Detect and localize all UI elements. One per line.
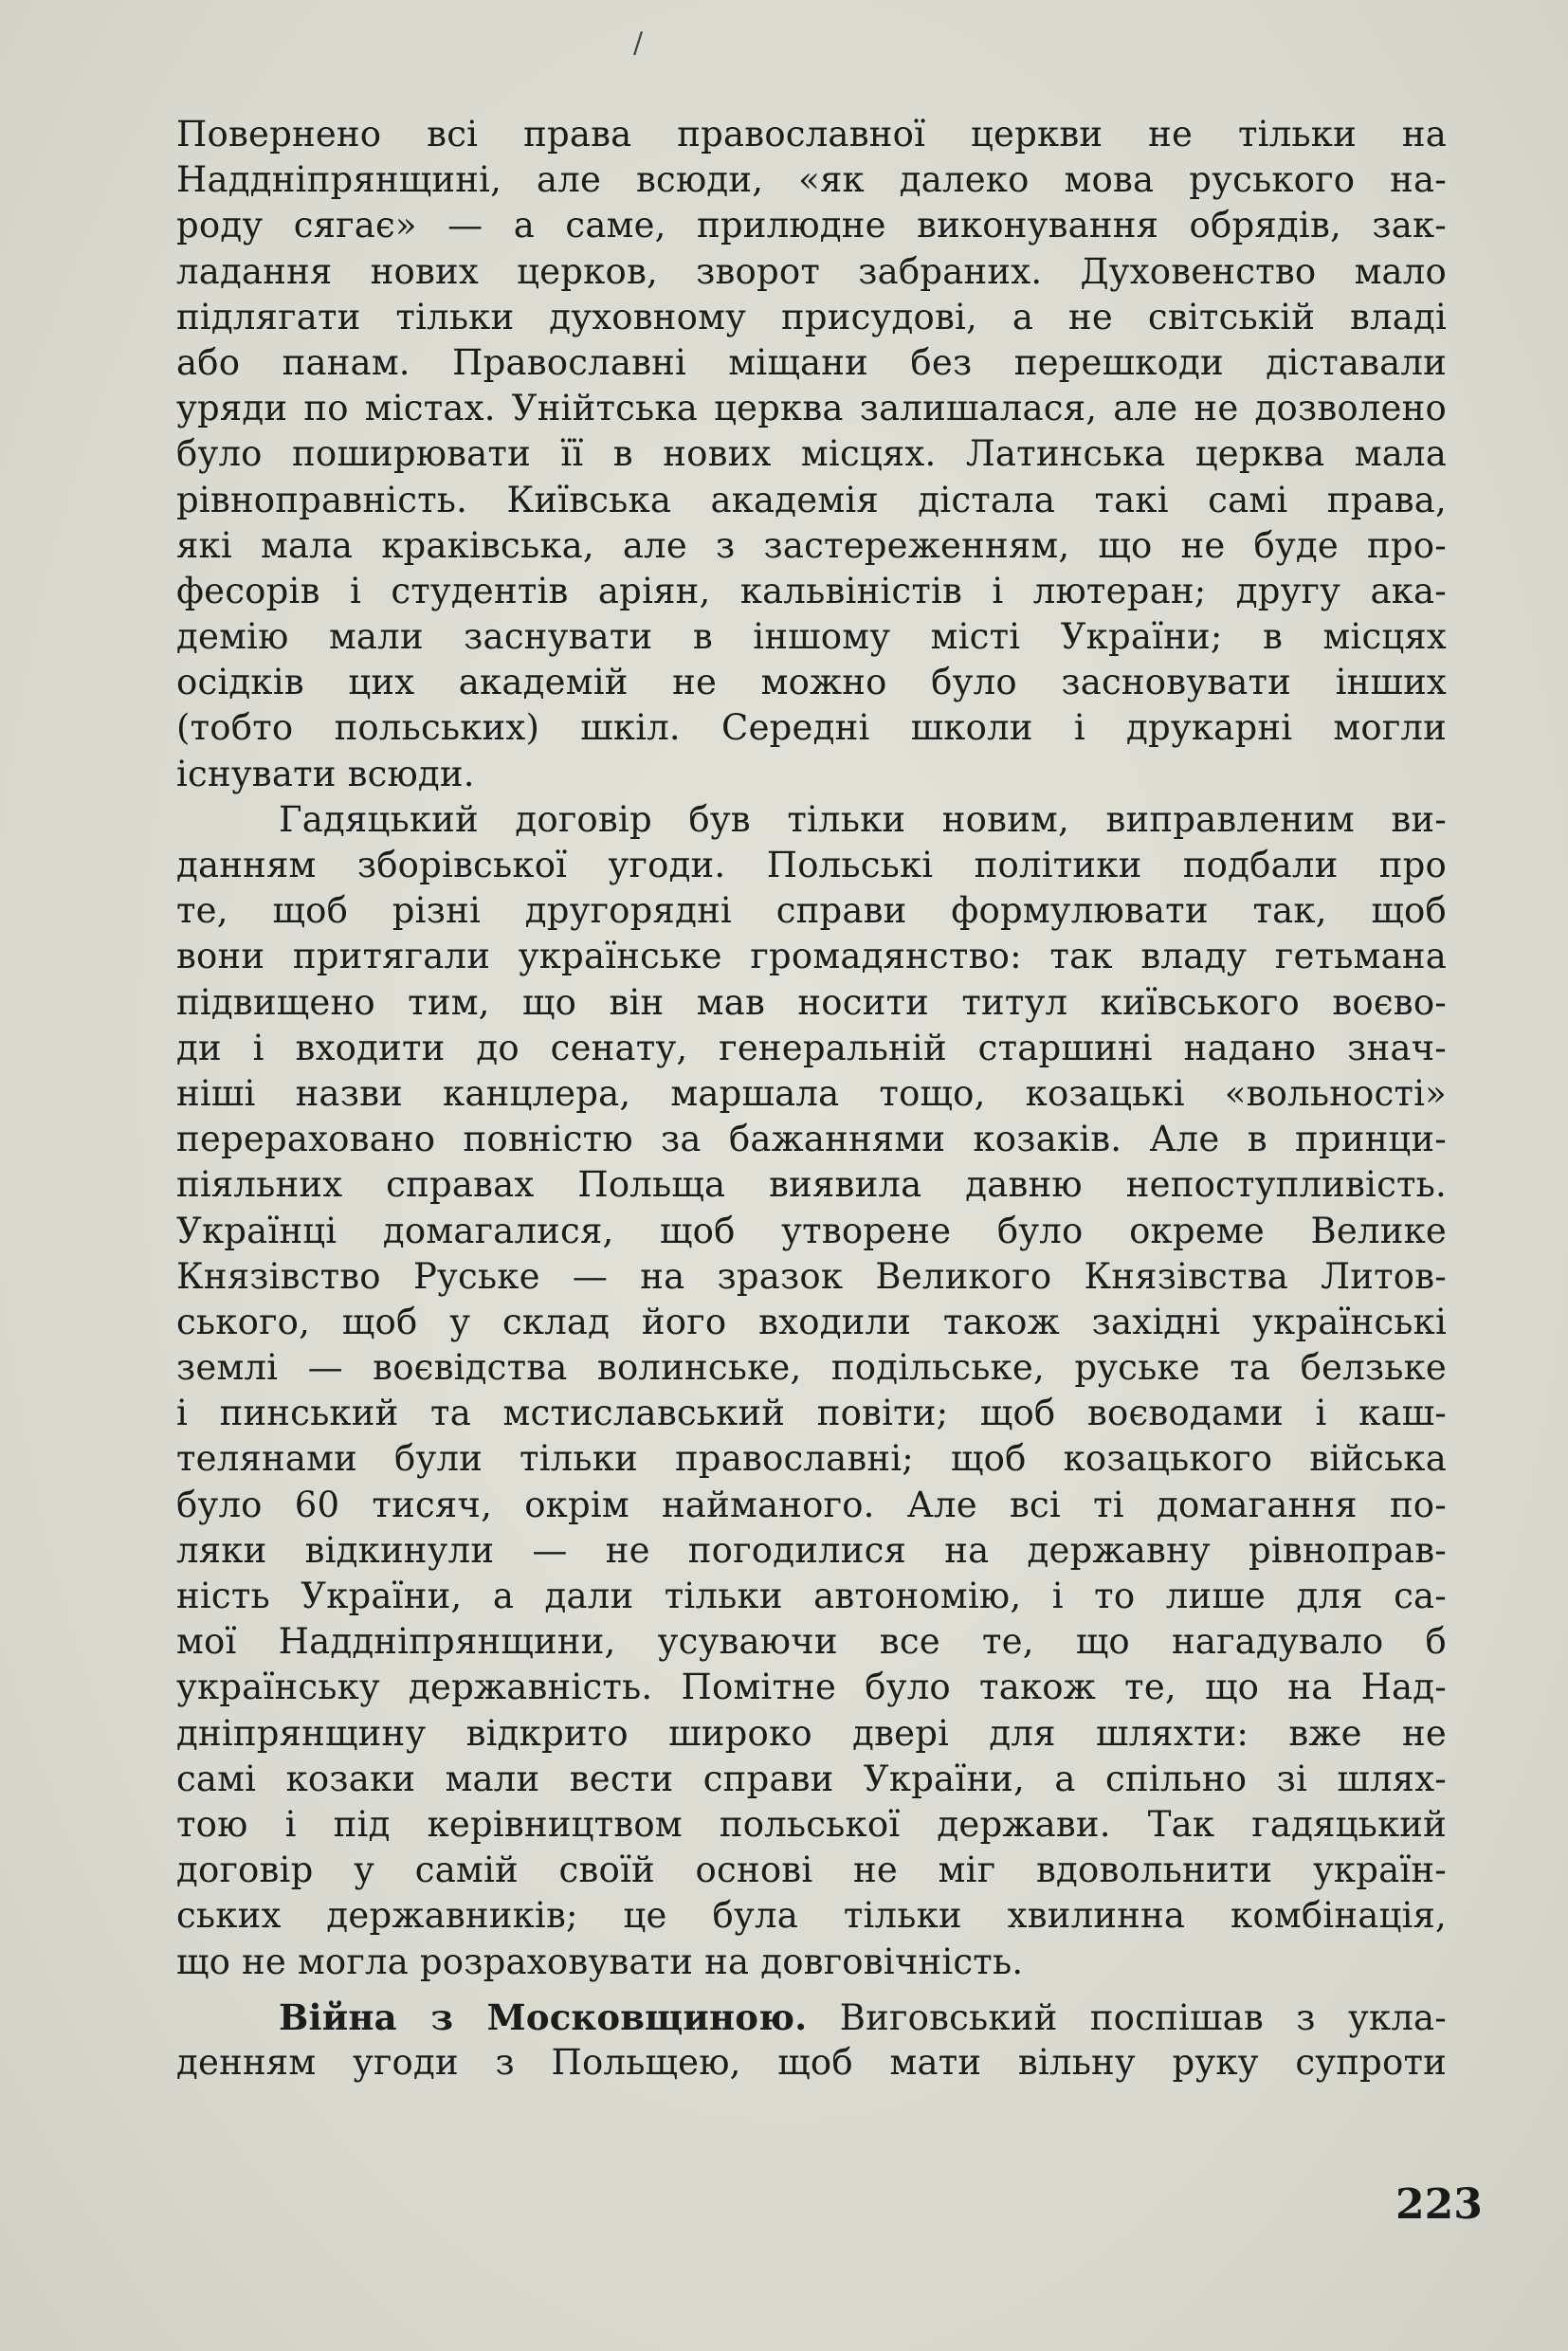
heading-line-rest: Виговський поспішав з укла- xyxy=(807,1996,1447,2038)
text-line: і пинський та мстиславський повіти; щоб воєводами і каш- xyxy=(176,1393,1447,1434)
text-line: роду сягає» — а саме, прилюдне виконування обрядів, зак- xyxy=(176,205,1447,246)
text-line: було 60 тисяч, окрім найманого. Але всі ті домагання по- xyxy=(176,1484,1447,1525)
text-line: ладання нових церков, зворот забраних. Духовенство мало xyxy=(176,250,1447,292)
text-line: телянами були тільки православні; щоб козацького війська xyxy=(176,1438,1447,1480)
text-line: ди і входити до сенату, генеральній старшині надано знач- xyxy=(176,1027,1447,1068)
text-line: Українці домагалися, щоб утворене було окреме Велике xyxy=(176,1210,1447,1251)
text-line: було поширювати її в нових місцях. Латинська церква мала xyxy=(176,433,1447,475)
text-line: які мала краківська, але з застереженням, що не буде про- xyxy=(176,524,1447,566)
text-line: мої Наддніпрянщини, усуваючи все те, що нагадувало б xyxy=(176,1621,1447,1663)
text-line: Князівство Руське — на зразок Великого Князівства Литов- xyxy=(176,1255,1447,1297)
text-line: уряди по містах. Унійтська церква залишалася, але не дозволено xyxy=(176,388,1447,429)
text-line: тою і під керівництвом польської держави. Так гадяцький xyxy=(176,1803,1447,1845)
text-line: підлягати тільки духовному присудові, а не світській владі xyxy=(176,296,1447,337)
text-line: (тобто польських) шкіл. Середні школи і друкарні могли xyxy=(176,707,1447,749)
text-line: або панам. Православні міщани без перешкоди діставали xyxy=(176,341,1447,383)
text-line: денням угоди з Польщею, щоб мати вільну руку супроти xyxy=(176,2041,1447,2083)
paragraph-1 xyxy=(176,112,1447,797)
text-line: Повернено всі права православної церкви не тільки на xyxy=(176,114,1447,155)
text-line: землі — воєвідства волинське, подільське, руське та белзьке xyxy=(176,1347,1447,1389)
text-line: данням зборівської угоди. Польські політики подбали про xyxy=(176,845,1447,885)
text-line: ніші назви канцлера, маршала тощо, козацькі «вольності» xyxy=(176,1072,1447,1114)
text-line: піяльних справах Польща виявила давню непоступливість. xyxy=(176,1164,1447,1206)
text-line: ського, щоб у склад його входили також західні українські xyxy=(176,1301,1447,1342)
text-line: ляки відкинули — не погодилися на державну рівноправ- xyxy=(176,1529,1447,1571)
text-line: вони притягали українське громадянство: так владу гетьмана xyxy=(176,936,1447,977)
paragraph-2 xyxy=(176,797,1447,1985)
text-line xyxy=(176,1995,1447,2040)
text-line: існувати всюди. xyxy=(176,753,475,794)
text-line: фесорів і студентів аріян, кальвіністів і лютеран; другу ака- xyxy=(176,570,1447,611)
text-line: договір у самій своїй основі не міг вдовольнити україн- xyxy=(176,1850,1447,1891)
section-heading: Війна з Московщиною. xyxy=(279,1996,808,2038)
text-line: демію мали заснувати в іншому місті України; в місцях xyxy=(176,616,1447,658)
text-line: самі козаки мали вести справи України, а спільно зі шлях- xyxy=(176,1758,1447,1799)
text-line: Наддніпрянщині, але всюди, «як далеко мова руського на- xyxy=(176,159,1447,201)
text-line: перераховано повністю за бажаннями козаків. Але в принци- xyxy=(176,1119,1447,1160)
text-line: що не могла розраховувати на довговічність. xyxy=(176,1941,1024,1982)
text-line: осідків цих академій не можно було засновувати інших xyxy=(176,662,1447,703)
top-mark: / xyxy=(633,27,644,60)
text-line: рівноправність. Київська академія дістала такі самі права, xyxy=(176,479,1447,520)
page-number: 223 xyxy=(1395,2180,1483,2229)
text-line: те, щоб різні другорядні справи формулювати так, щоб xyxy=(176,890,1447,932)
paragraph-3 xyxy=(176,1995,1447,2086)
text-line: ність України, а дали тільки автономію, і то лише для са- xyxy=(176,1576,1447,1616)
text-line: підвищено тим, що він мав носити титул київського воєво- xyxy=(176,981,1447,1023)
text-line: Гадяцький договір був тільки новим, виправленим ви- xyxy=(279,798,1447,840)
text-line: українську державність. Помітне було також те, що на Над- xyxy=(176,1667,1447,1708)
text-line: ських державників; це була тільки хвилинна комбінація, xyxy=(176,1895,1447,1937)
body-text xyxy=(176,112,1447,2086)
text-line: дніпрянщину відкрито широко двері для шляхти: вже не xyxy=(176,1712,1447,1754)
